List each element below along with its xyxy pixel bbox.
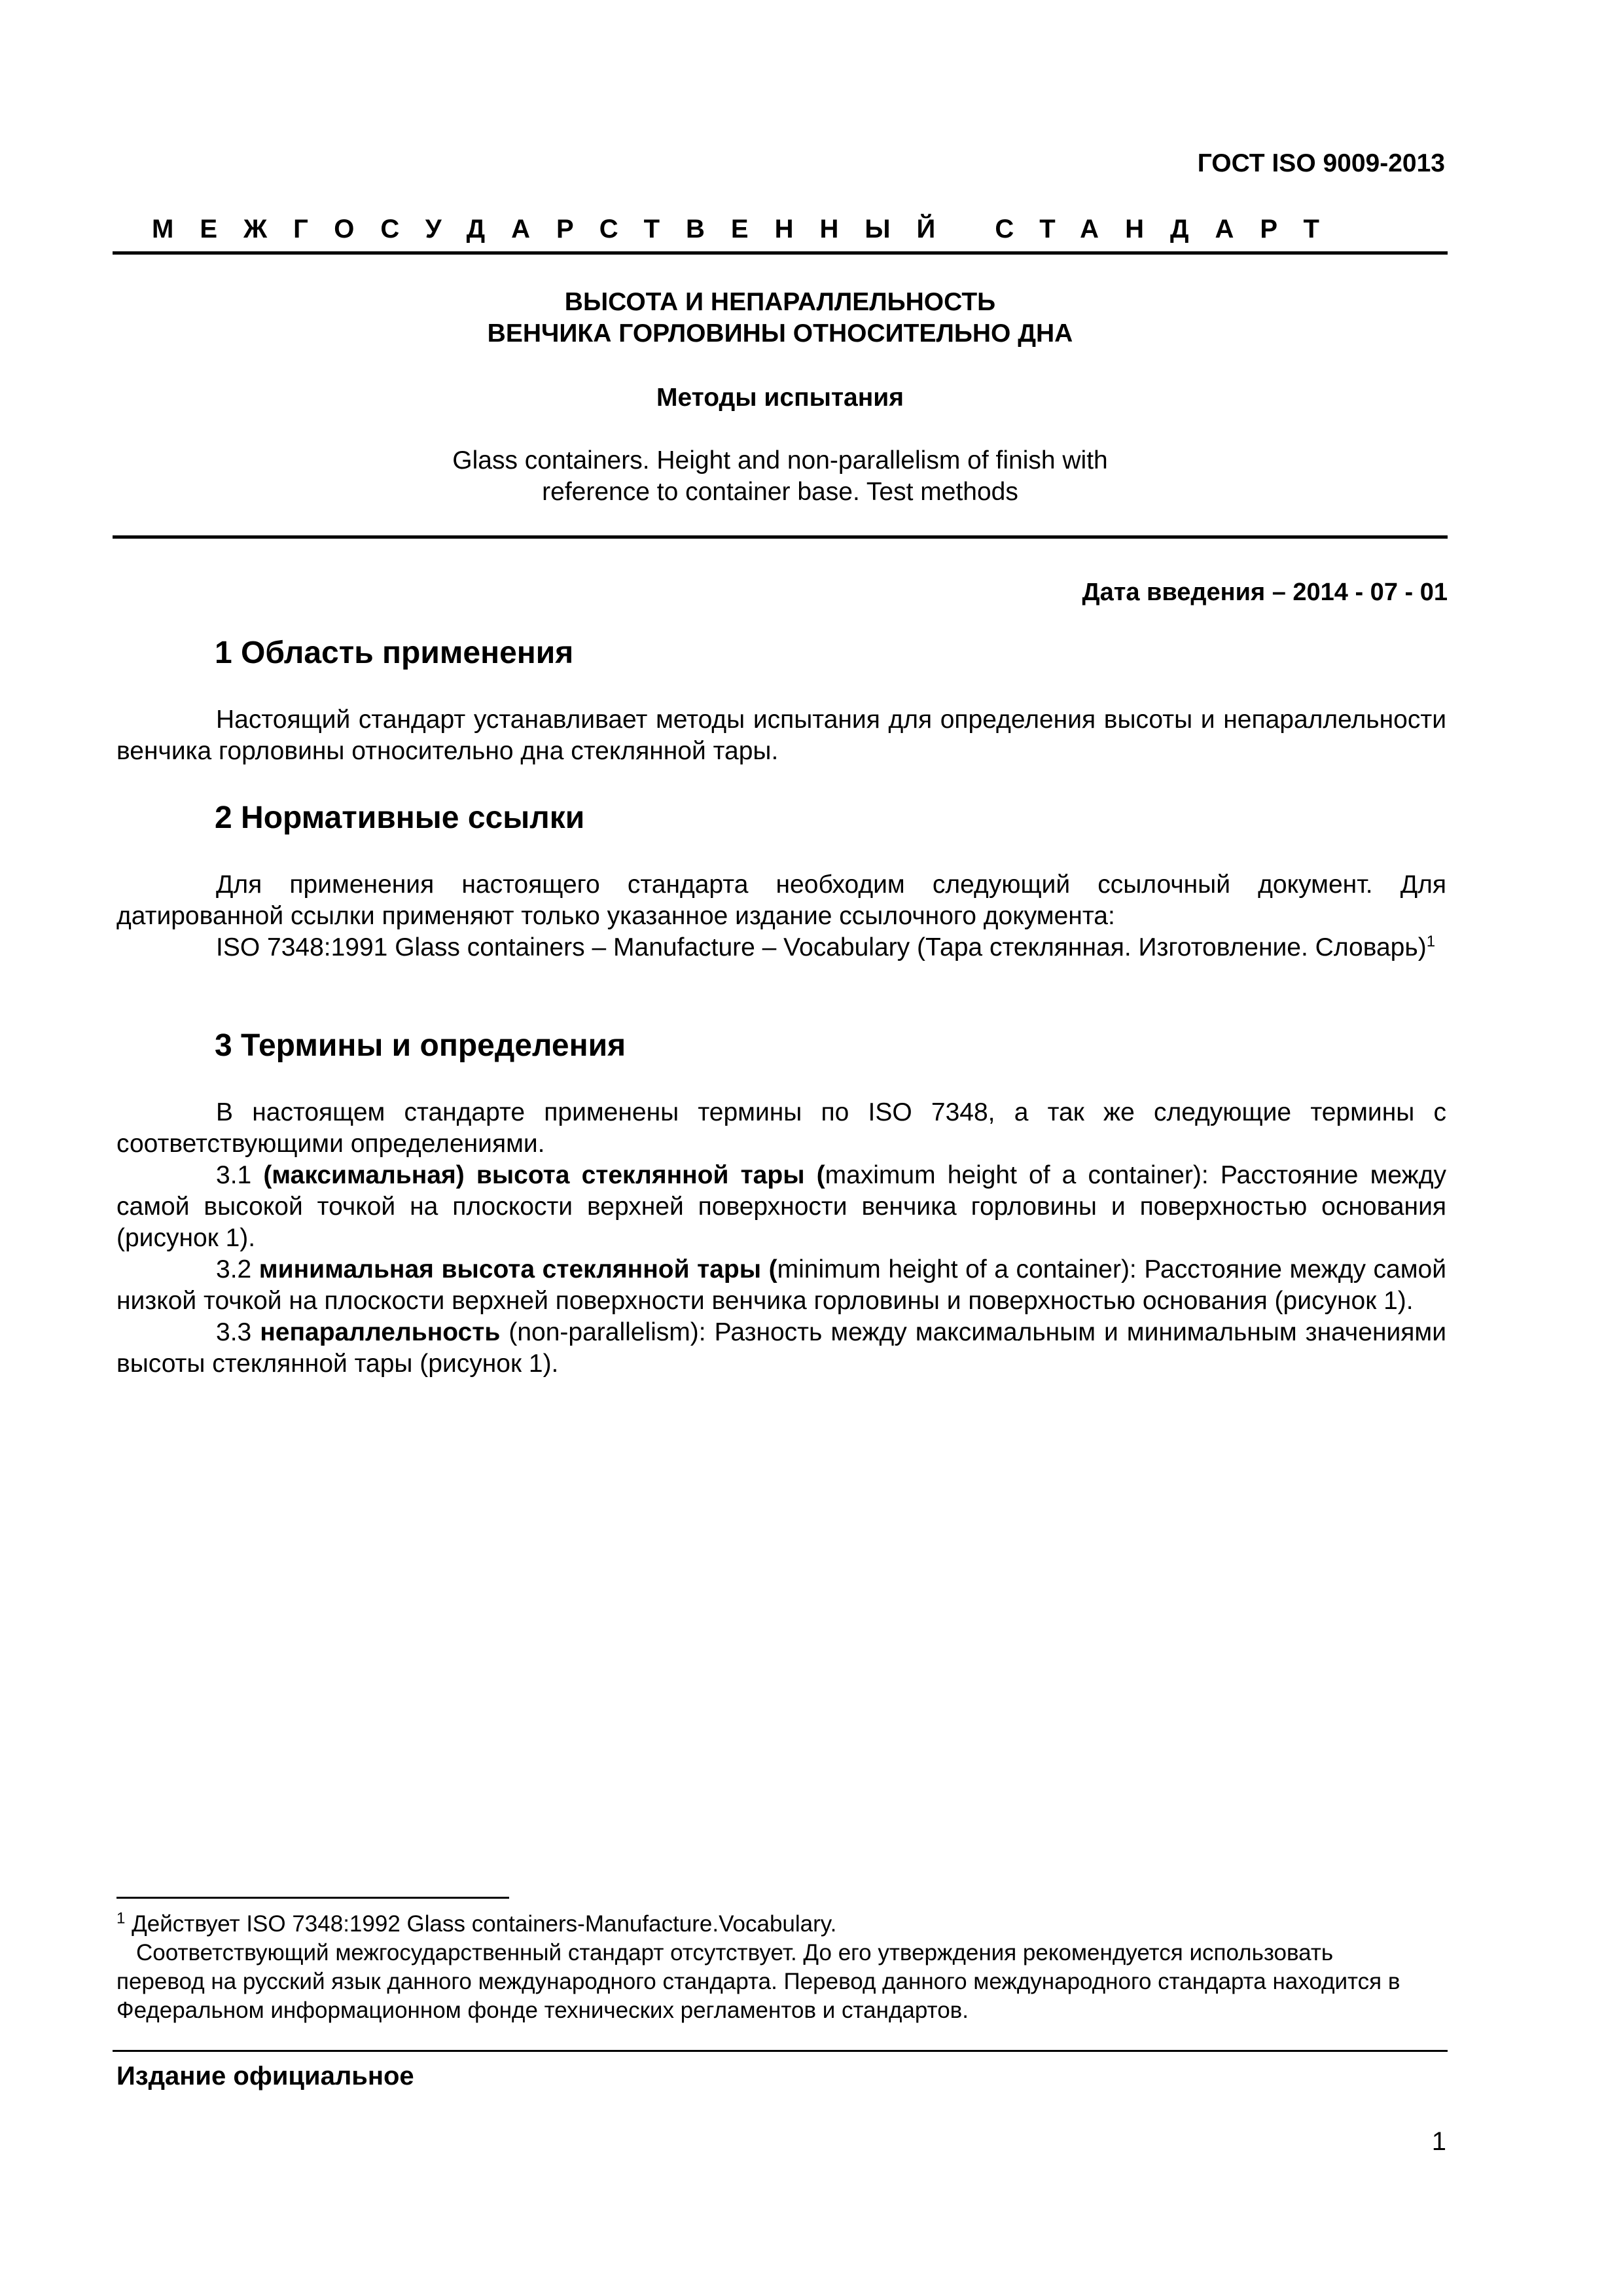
term-3-1-definition: maximum height of a container): Расстояние между самой высокой точкой на плоскости верхней поверхности венчика горловины и поверхностью основания (рисунок 1). <box>116 1161 1446 1252</box>
page-number: 1 <box>1431 2127 1446 2156</box>
section-1-heading: 1 Область применения <box>215 636 574 670</box>
document-title <box>113 287 1448 350</box>
section-3-intro: В настоящем стандарте применены термины по ISO 7348, а так же следующие термины с соответствующими определениями. <box>116 1098 1446 1158</box>
title-divider <box>113 535 1448 539</box>
term-3-2-definition: minimum height of a container): Расстояние между самой низкой точкой на плоскости верхней поверхности венчика горловины и поверхностью основания (рисунок 1). <box>116 1255 1446 1315</box>
term-3-2 <box>116 1254 1446 1317</box>
term-3-3-definition: (non-parallelism): Разность между максимальным и минимальным значениями высоты стеклянной тары (рисунок 1). <box>116 1318 1446 1378</box>
term-3-3 <box>116 1317 1446 1380</box>
term-3-1 <box>116 1160 1446 1254</box>
english-title <box>113 445 1448 508</box>
term-3-2-number: 3.2 <box>216 1255 259 1283</box>
section-3-heading: 3 Термины и определения <box>215 1028 626 1063</box>
term-3-3-title: непараллельность <box>260 1318 501 1346</box>
footnote-marker: 1 <box>1426 933 1436 950</box>
section-2-text: Для применения настоящего стандарта необходим следующий ссылочный документ. Для датированной ссылки применяют только указанное издание ссылочного документа: <box>116 870 1446 930</box>
footnote-number: 1 <box>116 1909 126 1928</box>
standard-type-banner: МЕЖГОСУДАРСТВЕННЫЙ СТАНДАРТ <box>152 215 1346 243</box>
footer-divider <box>113 2050 1448 2052</box>
document-number: ГОСТ ISO 9009-2013 <box>1197 149 1445 177</box>
header-divider <box>113 251 1448 255</box>
footnote-text-2: Соответствующий межгосударственный стандарт отсутствует. До его утверждения рекомендуется использовать перевод на русский язык данного международного стандарта. Перевод данного международного стандарта находится в Федеральном информационном фонде технических регламентов и стандартов. <box>116 1940 1400 2023</box>
footnote-line-1 <box>116 1910 1425 1939</box>
section-2-reference <box>116 932 1446 963</box>
reference-text: ISO 7348:1991 Glass containers – Manufacture – Vocabulary (Тара стеклянная. Изготовление. Словарь) <box>216 933 1427 961</box>
term-3-1-number: 3.1 <box>216 1161 264 1189</box>
english-title-line-1: Glass containers. Height and non-parallelism of finish with <box>452 446 1108 475</box>
section-2-body <box>116 869 1446 963</box>
term-3-2-title: минимальная высота стеклянной тары ( <box>259 1255 777 1283</box>
title-line-1: ВЫСОТА И НЕПАРАЛЛЕЛЬНОСТЬ <box>564 288 996 316</box>
title-line-2: ВЕНЧИКА ГОРЛОВИНЫ ОТНОСИТЕЛЬНО ДНА <box>487 319 1073 348</box>
official-edition-label: Издание официальное <box>116 2062 414 2090</box>
footnote-text-1: Действует ISO 7348:1992 Glass containers-Manufacture.Vocabulary. <box>125 1911 837 1937</box>
section-3-body <box>116 1097 1446 1380</box>
footnote-separator <box>116 1897 509 1899</box>
footnote <box>116 1910 1425 2025</box>
document-subtitle: Методы испытания <box>656 384 904 412</box>
section-2-heading: 2 Нормативные ссылки <box>215 800 585 835</box>
english-title-line-2: reference to container base. Test methods <box>542 478 1018 506</box>
term-3-1-title: (максимальная) высота стеклянной тары ( <box>263 1161 825 1189</box>
section-1-text: Настоящий стандарт устанавливает методы испытания для определения высоты и непараллельности венчика горловины относительно дна стеклянной тары. <box>116 706 1446 765</box>
introduction-date: Дата введения – 2014 - 07 - 01 <box>1082 579 1448 606</box>
term-3-3-number: 3.3 <box>216 1318 260 1346</box>
